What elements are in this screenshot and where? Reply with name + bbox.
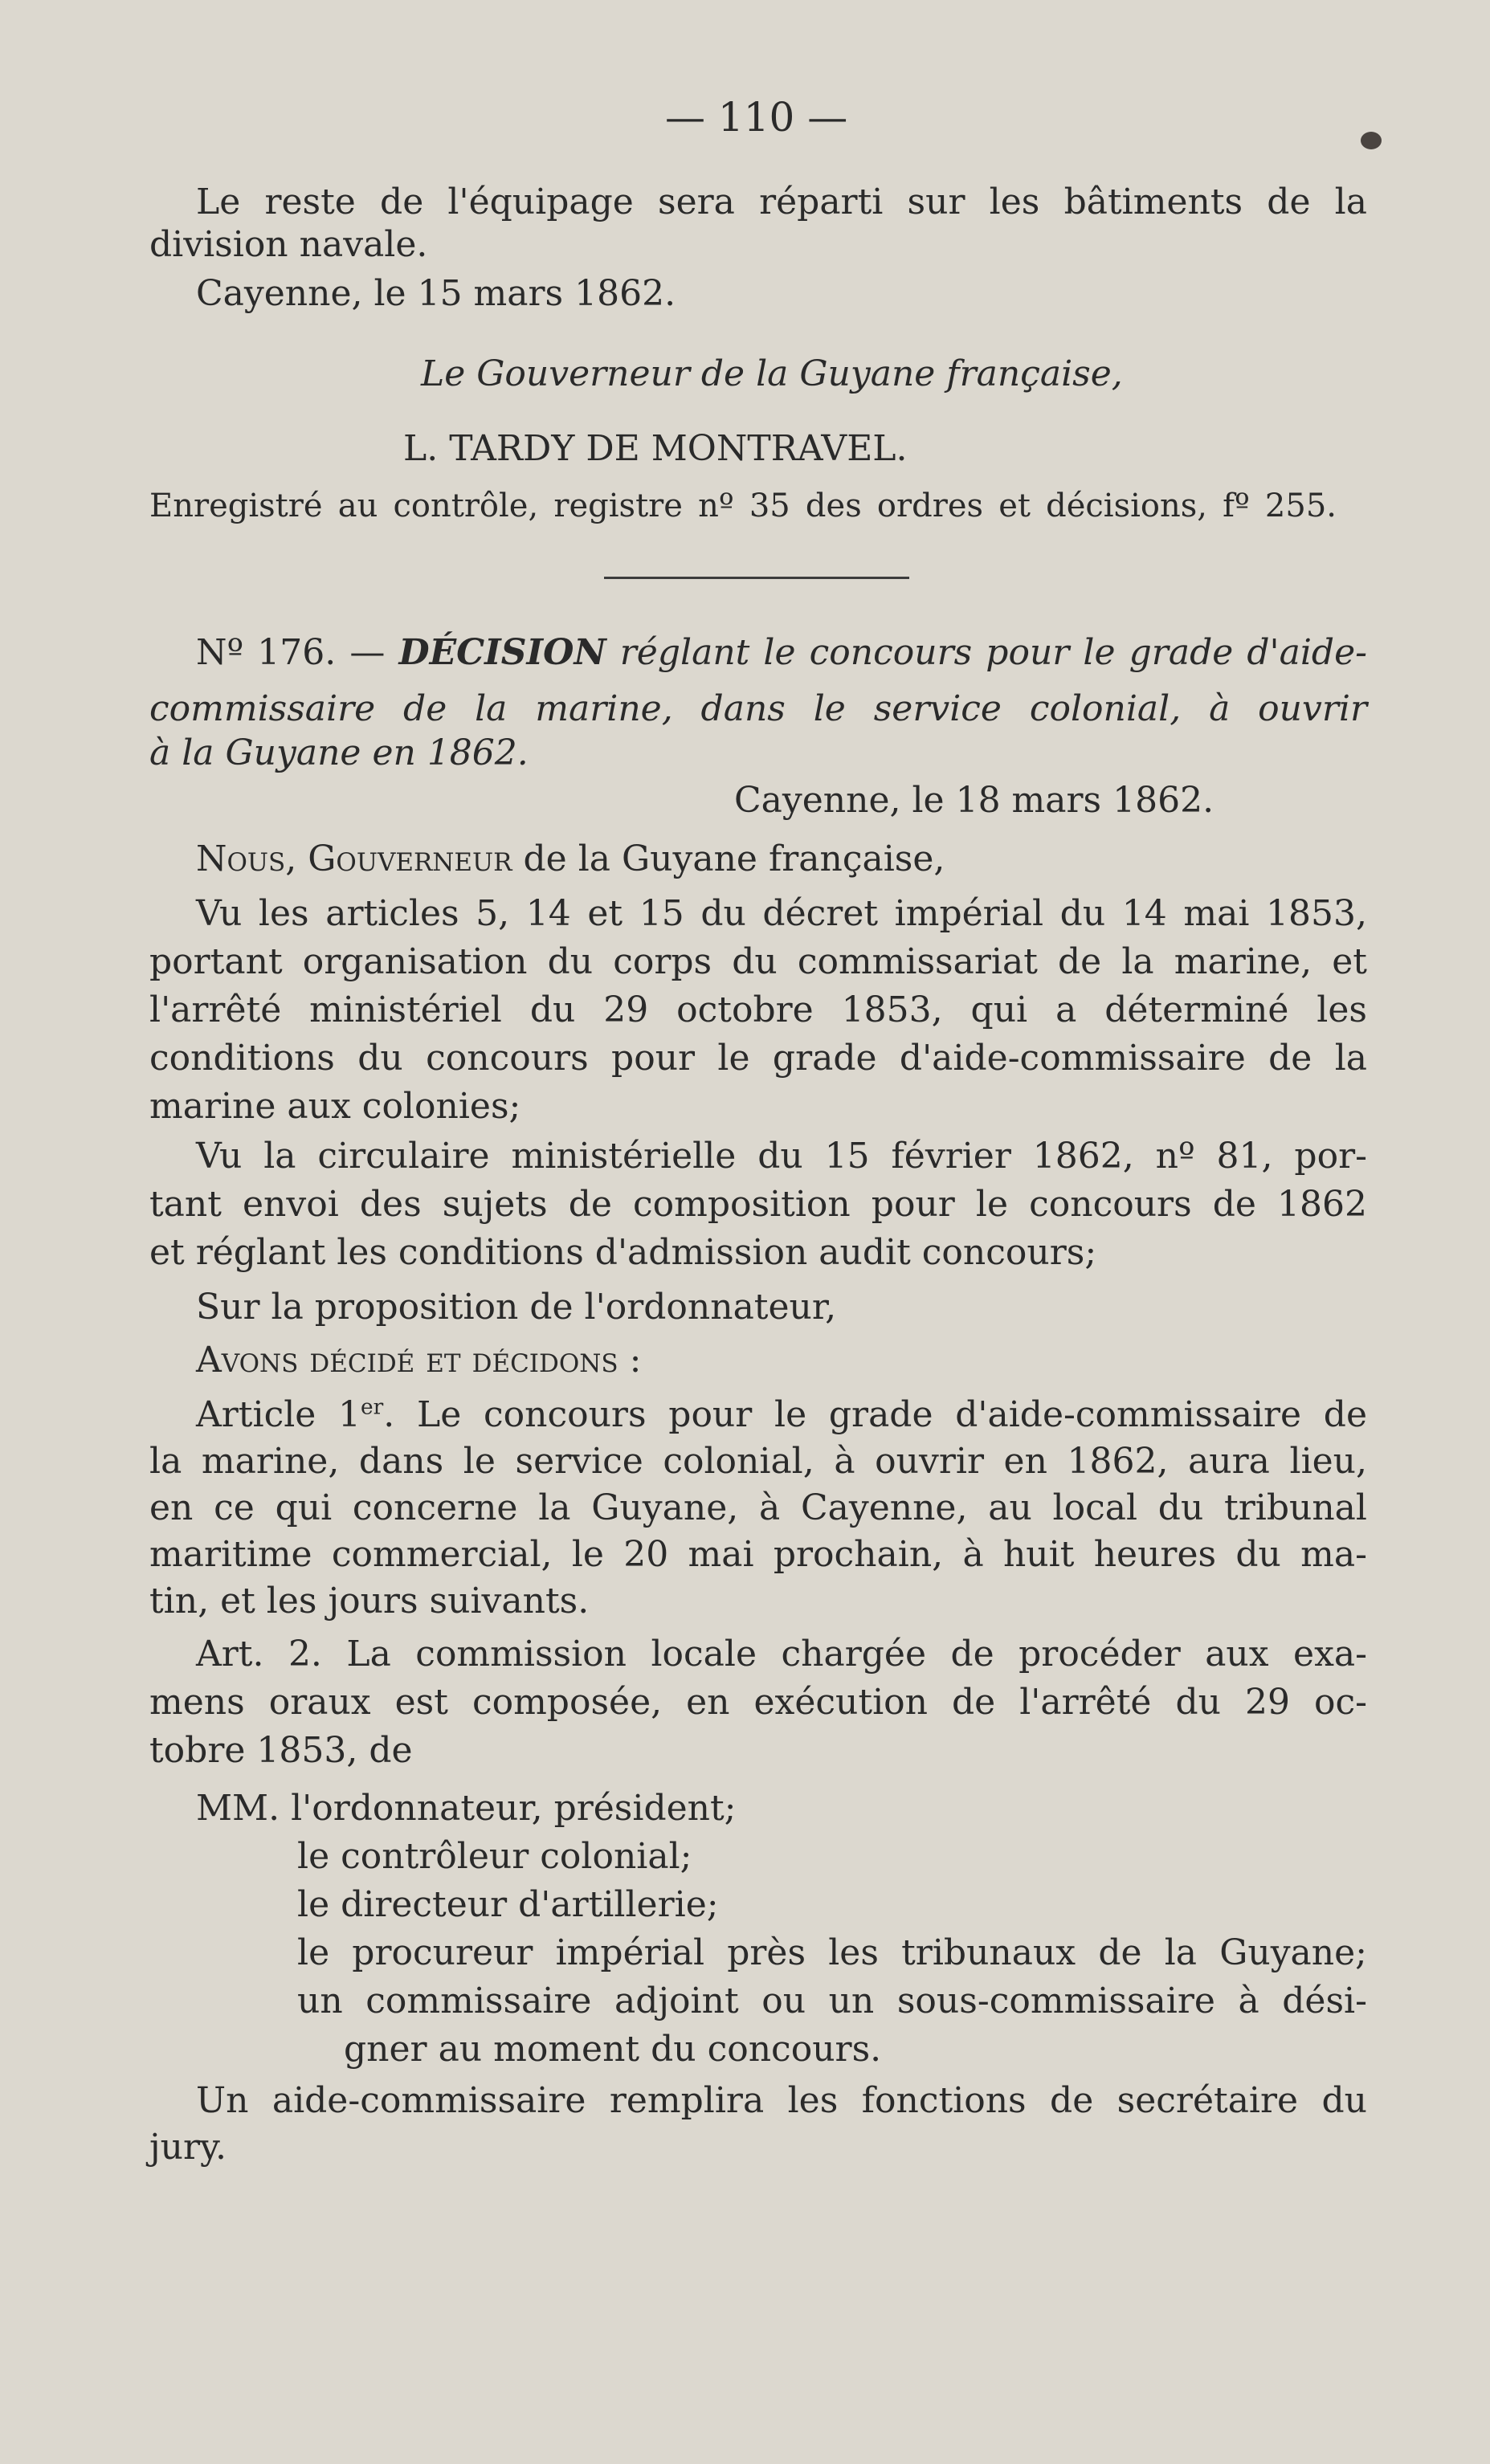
article-line: tobre 1853, de: [149, 1730, 413, 1771]
body-line: l'arrêté ministériel du 29 octobre 1853, qui a déterminé les: [149, 989, 1367, 1030]
decision-number: Nº 176. —: [196, 632, 399, 673]
paragraph-line: division navale.: [149, 224, 428, 265]
nous-rest: de la Guyane française,: [512, 838, 945, 879]
member-line: un commissaire adjoint ou un sous-commissaire à dési-: [297, 1981, 1367, 2021]
article-line: la marine, dans le service colonial, à ouvrir en 1862, aura lieu,: [149, 1441, 1367, 1482]
body-line: [196, 835, 945, 883]
member-line: le directeur d'artillerie;: [297, 1884, 719, 1925]
article-line: tin, et les jours suivants.: [149, 1581, 590, 1622]
article-text: . Le concours pour le grade d'aide-commissaire de: [383, 1394, 1367, 1435]
article-line: maritime commercial, le 20 mai prochain, à huit heures du ma-: [149, 1534, 1367, 1575]
decision-title-word: DÉCISION: [398, 632, 606, 673]
member-line: le contrôleur colonial;: [297, 1836, 692, 1877]
body-line: marine aux colonies;: [149, 1086, 521, 1127]
member-line: MM. l'ordonnateur, président;: [196, 1788, 737, 1829]
article-label: Article 1: [196, 1394, 361, 1435]
body-line: jury.: [149, 2127, 227, 2168]
member-line: le procureur impérial près les tribunaux de la Guyane;: [297, 1932, 1367, 1973]
body-line: portant organisation du corps du commissariat de la marine, et: [149, 941, 1367, 982]
body-line: Vu la circulaire ministérielle du 15 février 1862, nº 81, por-: [196, 1136, 1367, 1177]
body-line: Sur la proposition de l'ordonnateur,: [196, 1287, 837, 1328]
member-line: gner au moment du concours.: [344, 2029, 882, 2070]
body-line: tant envoi des sujets de composition pour le concours de 1862: [149, 1184, 1367, 1225]
article-superscript: er: [361, 1394, 384, 1420]
body-line: Un aide-commissaire remplira les fonctions de secrétaire du: [196, 2080, 1367, 2121]
article-line: [196, 1391, 1367, 1439]
body-line: et réglant les conditions d'admission audit concours;: [149, 1232, 1097, 1273]
decision-heading-line: [196, 629, 1367, 677]
body-line: Avons décidé et décidons :: [196, 1340, 642, 1381]
article-line: Art. 2. La commission locale chargée de procéder aux exa-: [196, 1634, 1367, 1675]
page-number: — 110 —: [665, 94, 848, 141]
registry-line: Enregistré au contrôle, registre nº 35 des ordres et décisions, fº 255.: [149, 487, 1337, 524]
decision-title-rest: réglant le concours pour le grade d'aide-: [606, 632, 1368, 673]
signature-name: L. TARDY DE MONTRAVEL.: [403, 428, 908, 469]
signature-title: Le Gouverneur de la Guyane française,: [421, 353, 1123, 394]
section-divider: [604, 577, 909, 579]
decision-heading-line: commissaire de la marine, dans le service colonial, à ouvrir: [149, 688, 1367, 729]
body-line: conditions du concours pour le grade d'aide-commissaire de la: [149, 1038, 1367, 1079]
paragraph-line: Le reste de l'équipage sera réparti sur les bâtiments de la: [196, 182, 1367, 222]
decision-date: Cayenne, le 18 mars 1862.: [734, 780, 1214, 821]
article-line: mens oraux est composée, en exécution de l'arrêté du 29 oc-: [149, 1682, 1367, 1723]
nous-gouverneur: Nous, Gouverneur: [196, 838, 512, 879]
article-line: en ce qui concerne la Guyane, à Cayenne, au local du tribunal: [149, 1487, 1367, 1528]
decision-heading-line: à la Guyane en 1862.: [149, 732, 529, 773]
ink-spot-decoration: [1361, 132, 1382, 149]
body-line: Vu les articles 5, 14 et 15 du décret impérial du 14 mai 1853,: [196, 893, 1367, 934]
date-line: Cayenne, le 15 mars 1862.: [196, 273, 676, 314]
